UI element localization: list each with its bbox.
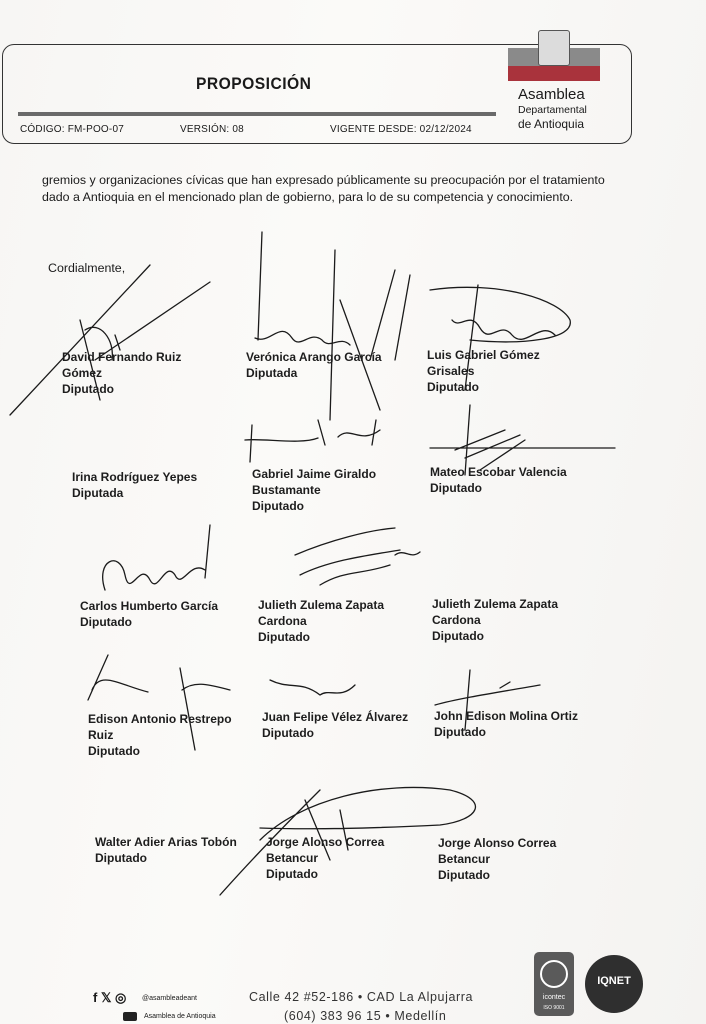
org-name-line2: Departamental xyxy=(518,104,587,116)
signatory-block xyxy=(95,834,237,866)
footer-address: Calle 42 #52-186 • CAD La Alpujarra xyxy=(249,990,474,1004)
signatory-name: Jorge Alonso Correa xyxy=(266,835,385,849)
signatory-block xyxy=(430,464,567,496)
signatory-name: Julieth Zulema Zapata xyxy=(432,597,559,611)
signatory-name: Luis Gabriel Gómez xyxy=(427,348,540,362)
iqnet-certification-badge: IQNET xyxy=(585,955,643,1013)
signatory-role: Diputado xyxy=(80,615,132,629)
signatory-name: Betancur xyxy=(438,852,491,866)
signatory-block xyxy=(434,708,578,740)
document-valid-from: VIGENTE DESDE: 02/12/2024 xyxy=(330,124,472,135)
signatory-role: Diputado xyxy=(434,725,486,739)
seal-icon xyxy=(538,30,570,66)
signatory-block xyxy=(80,598,218,630)
signatory-name: Walter Adier Arias Tobón xyxy=(95,835,237,849)
document-title: PROPOSICIÓN xyxy=(196,74,312,93)
signatory-name: John Edison Molina Ortiz xyxy=(434,709,578,723)
signatory-role: Diputado xyxy=(88,744,140,758)
signatory-name: Ruiz xyxy=(88,728,114,742)
signatory-name: Cardona xyxy=(258,614,307,628)
youtube-label: Asamblea de Antioquia xyxy=(144,1013,216,1020)
org-name-line3: de Antioquia xyxy=(518,117,585,131)
signatory-role: Diputado xyxy=(266,867,318,881)
icontec-certification-badge: icontec ISO 9001 xyxy=(534,952,574,1016)
signatory-name: Irina Rodríguez Yepes xyxy=(72,470,198,484)
signatory-block xyxy=(258,597,384,645)
signatory-name: Gabriel Jaime Giraldo xyxy=(252,467,377,481)
signatory-name: Juan Felipe Vélez Álvarez xyxy=(262,710,409,724)
signatory-role: Diputado xyxy=(432,629,484,643)
signatory-block xyxy=(72,469,197,501)
signatory-name: Edison Antonio Restrepo xyxy=(88,712,232,726)
signatory-name: David Fernando Ruiz xyxy=(62,350,182,364)
signatory-name: Grisales xyxy=(427,364,475,378)
signatory-block xyxy=(432,596,558,644)
signatory-role: Diputado xyxy=(427,380,479,394)
signatory-block xyxy=(88,711,232,759)
youtube-icon xyxy=(123,1012,137,1021)
signatory-name: Jorge Alonso Correa xyxy=(438,836,557,850)
signatory-name: Mateo Escobar Valencia xyxy=(430,465,567,479)
signatory-name: Verónica Arango García xyxy=(246,350,382,364)
signatory-role: Diputada xyxy=(72,486,124,500)
social-icons[interactable]: f 𝕏 ◎ xyxy=(93,990,127,1005)
signatory-block xyxy=(266,834,384,882)
signatory-role: Diputado xyxy=(95,851,147,865)
assembly-logo xyxy=(508,30,600,84)
signatory-name: Carlos Humberto García xyxy=(80,599,219,613)
signatory-name: Betancur xyxy=(266,851,319,865)
signatory-role: Diputado xyxy=(258,630,310,644)
signatory-name: Julieth Zulema Zapata xyxy=(258,598,385,612)
signatory-name: Cardona xyxy=(432,613,481,627)
body-paragraph: gremios y organizaciones cívicas que han expresado públicamente su preocupación por el tratamiento dado a Antioquia en el mencionado plan de gobierno, para lo de su competencia y conocimiento. xyxy=(42,173,605,204)
signatory-block xyxy=(62,349,181,397)
signatory-role: Diputado xyxy=(62,382,114,396)
signatory-role: Diputado xyxy=(438,868,490,882)
signatory-block xyxy=(262,709,408,741)
document-code: CÓDIGO: FM-POO-07 xyxy=(20,124,124,135)
icontec-seal-icon xyxy=(540,960,568,988)
closing-text: Cordialmente, xyxy=(48,261,126,275)
signatory-role: Diputada xyxy=(246,366,298,380)
signatory-block xyxy=(252,466,376,514)
footer-phone: (604) 383 96 15 • Medellín xyxy=(284,1009,447,1023)
document-version: VERSIÓN: 08 xyxy=(180,124,244,135)
signatory-name: Bustamante xyxy=(252,483,321,497)
signatory-role: Diputado xyxy=(262,726,314,740)
signatory-block xyxy=(427,347,540,395)
social-handle: @asambleadeant xyxy=(142,995,197,1002)
header-divider xyxy=(18,112,496,116)
signatory-role: Diputado xyxy=(252,499,304,513)
signatory-block xyxy=(438,835,556,883)
org-name-line1: Asamblea xyxy=(518,86,585,103)
signatory-role: Diputado xyxy=(430,481,482,495)
signatory-block xyxy=(246,349,382,381)
signatory-name: Gómez xyxy=(62,366,103,380)
